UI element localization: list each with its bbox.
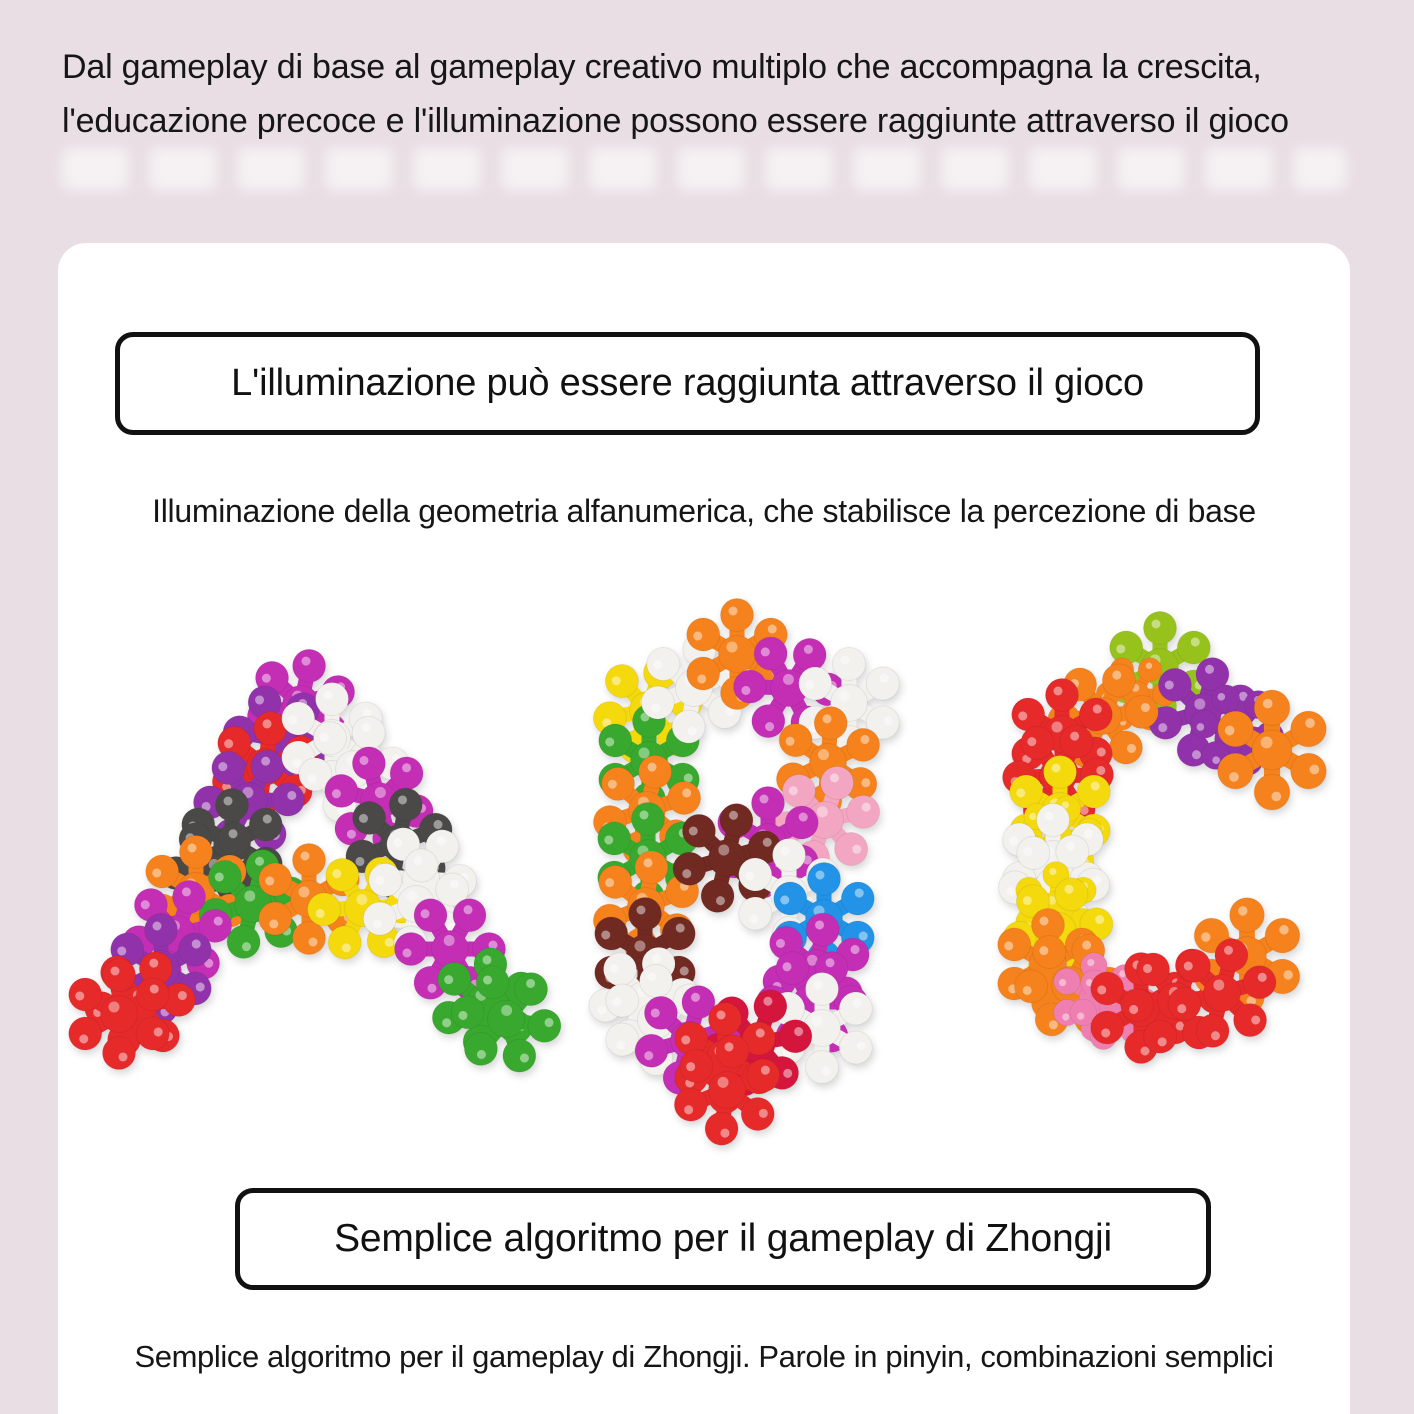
section1-title: L'illuminazione può essere raggiunta attraverso il gioco [231,362,1144,404]
intro-line-2: l'educazione precoce e l'illuminazione possono essere raggiunte attraverso il gioco [62,102,1289,140]
content-card [58,243,1350,1414]
faded-text-ghost [62,148,1346,190]
section1-subtitle: Illuminazione della geometria alfanumerica, che stabilisce la percezione di base [152,493,1256,529]
intro-line-1: Dal gameplay di base al gameplay creativo multiplo che accompagna la crescita, [62,48,1262,86]
intro-text [62,40,1392,148]
section2-title-box [235,1188,1211,1290]
section2-description: Semplice algoritmo per il gameplay di Zhongji. Parole in pinyin, combinazioni semplici [134,1339,1274,1374]
section1-title-box [115,332,1260,435]
section2-title: Semplice algoritmo per il gameplay di Zhongji [334,1217,1112,1260]
